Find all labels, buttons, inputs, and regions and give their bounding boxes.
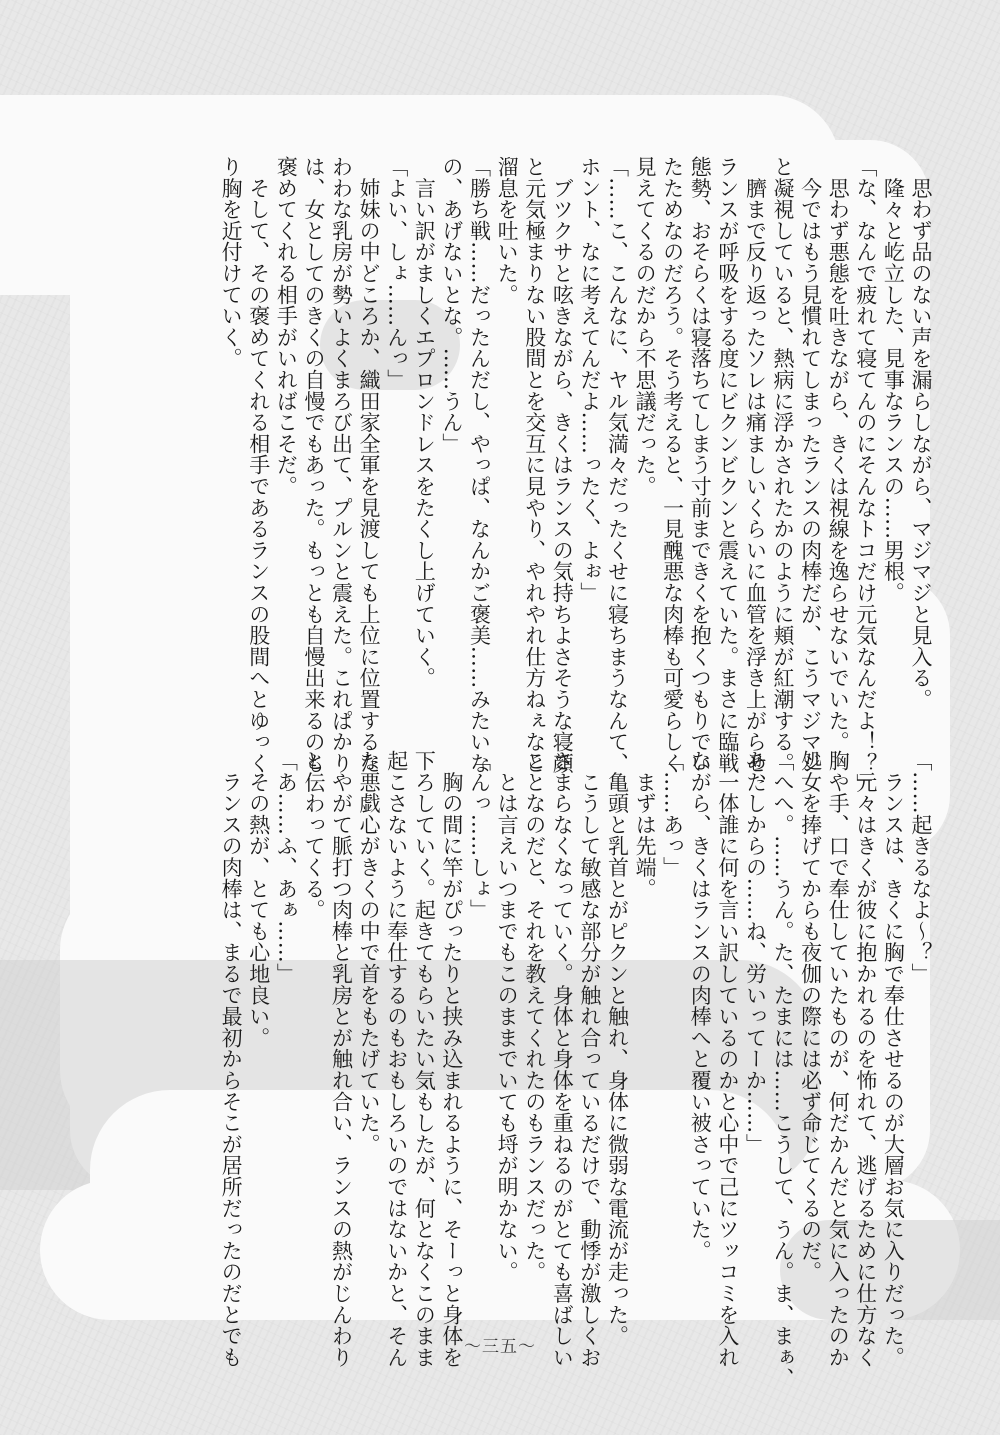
text-line: ことなのだと、それを教えてくれたのもランスだった。: [522, 750, 547, 1283]
text-line: ながら、きくはランスの肉棒へと覆い被さっていた。: [688, 750, 713, 1262]
text-line: ランスが呼吸をする度にビクンビクンと震えていた。まさに臨戦: [715, 156, 740, 774]
upper-text-block: [217, 156, 934, 795]
text-line: 今ではもう見慣れてしまったランスの肉棒だが、こうマジマジ: [798, 156, 823, 774]
text-line: 「よい、しょ……んっ」: [384, 156, 409, 391]
text-line: 「……あっ」: [660, 750, 685, 878]
text-line: 「な、なんで疲れて寝てんのにそんなトコだけ元気なんだよ！？」: [853, 156, 878, 795]
text-line: ブツクサと呟きながら、きくはランスの気持ちよさそうな寝顔: [550, 156, 575, 774]
text-line: 見えてくるのだから不思議だった。: [633, 156, 658, 497]
text-line: ランスの肉棒は、まるで最初からそこが居所だったのだとでも: [219, 750, 244, 1368]
text-line: り胸を近付けていく。: [219, 156, 244, 369]
text-line: ホント、なに考えてんだよ……ったく、よぉ」: [577, 156, 602, 604]
page-number: ～三五～: [464, 1337, 536, 1357]
text-line: わわな乳房が勢いよくまろび出て、プルンと震えた。これぱかり: [329, 156, 354, 774]
text-line: 言い訳がましくエプロンドレスをたくし上げていく。: [412, 156, 437, 689]
text-line: とは言えいつまでもこのままでいても埒が明かない。: [495, 750, 520, 1283]
text-line: たためなのだろう。そう考えると、一見醜悪な肉棒も可愛らしく: [660, 156, 685, 774]
text-line: 「んっ……しょ」: [467, 750, 492, 921]
text-line: 亀頭と乳首とがピクンと触れ、身体に微弱な電流が走った。: [605, 750, 630, 1347]
text-line: そして、その褒めてくれる相手であるランスの股間へとゆっく: [246, 156, 271, 774]
text-line: こうして敏感な部分が触れ合っているだけで、動悸が激しくお: [577, 750, 602, 1368]
text-line: 「……起きるなよ～？」: [909, 750, 933, 985]
text-line: の、あげないとな。……うん」: [439, 156, 464, 455]
text-line: 溜息を吐いた。: [495, 156, 520, 306]
text-line: 元々はきくが彼に抱かれるのを怖れて、逃げるために仕方なく: [853, 750, 878, 1368]
text-line: 「あ……ふ、あぁ……」: [274, 750, 299, 985]
text-line: やがて脈打つ肉棒と乳房とが触れ合い、ランスの熱がじんわり: [329, 750, 354, 1368]
text-line: 態勢、おそらくは寝落ちてしまう寸前まできくを抱くつもりでい: [688, 156, 713, 774]
text-line: と元気極まりない股間とを交互に見やり、やれやれ仕方ねぇなと: [522, 156, 547, 774]
text-line: な悪戯心がきくの中で首をもたげていた。: [357, 750, 382, 1155]
text-line: 一体誰に何を言い訳しているのかと心中で己にツッコミを入れ: [715, 750, 740, 1368]
text-line: 思わず悪態を吐きながら、きくは視線を逸らせないでいた。: [826, 156, 851, 753]
text-line: 起こさないように奉仕するのもおもしろいのではないかと、そん: [384, 750, 409, 1368]
text-line: まずは先端。: [633, 750, 658, 900]
text-line: は、女としてのきくの自慢でもあった。もっとも自慢出来るのも: [301, 156, 326, 774]
text-line: 「へへ。……うん。た、たまには……こうして、うん。ま、まぁ、: [771, 750, 796, 1389]
text-line: 「勝ち戦……だったんだし、やっぱ、なんかご褒美……みたいな: [467, 156, 492, 774]
text-line: 胸や手、口で奉仕していたものが、何だかんだと気に入ったのか: [826, 750, 851, 1368]
text-line: 隆々と屹立した、見事なランスの……男根。: [881, 156, 906, 604]
text-line: と伝わってくる。: [301, 750, 326, 921]
text-line: ランスは、きくに胸で奉仕させるのが大層お気に入りだった。: [881, 750, 906, 1368]
text-line: 「……こ、こんなに、ヤル気満々だったくせに寝ちまうなんて、: [605, 156, 630, 774]
text-line: 姉妹の中どころか、織田家全軍を見渡しても上位に位置するた: [357, 156, 382, 774]
text-line: 臍まで反り返ったソレは痛ましいくらいに血管を浮き上がらせ、: [743, 156, 768, 795]
text-line: その熱が、とても心地良い。: [246, 750, 271, 1049]
text-line: 処女を捧げてからも夜伽の際には必ず命じてくるのだ。: [798, 750, 823, 1283]
text-line: 胸の間に竿がぴったりと挟み込まれるように、そーっと身体を: [439, 750, 464, 1368]
text-line: さまらなくなっていく。身体と身体を重ねるのがとても喜ばしい: [550, 750, 575, 1368]
text-line: あたしからの……ね、労いってーか……」: [743, 750, 768, 1155]
text-line: 思わず品のない声を漏らしながら、マジマジと見入る。: [909, 156, 933, 710]
text-line: 下ろしていく。起きてもらいたい気もしたが、何となくこのまま: [412, 750, 437, 1368]
text-line: 褒めてくれる相手がいればこそだ。: [274, 156, 299, 497]
text-line: と凝視していると、熱病に浮かされたかのように頬が紅潮する。: [771, 156, 796, 774]
